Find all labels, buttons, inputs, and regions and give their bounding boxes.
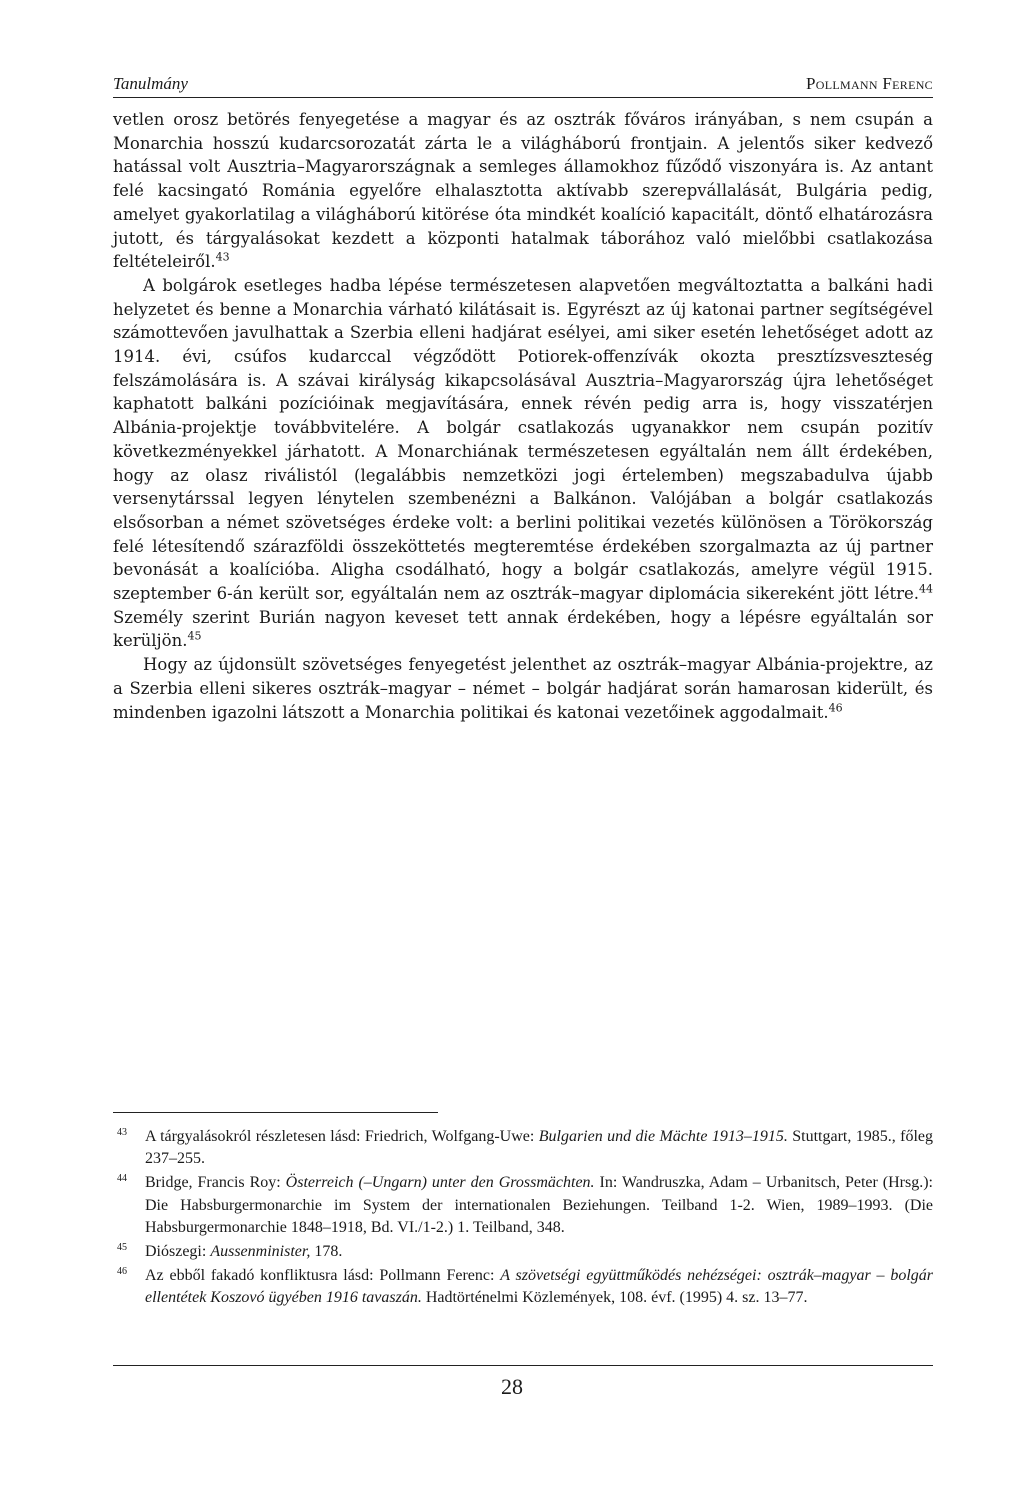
footnote-text — [145, 1265, 933, 1309]
footnote-title: Aussenminister, — [210, 1243, 311, 1261]
footnote-text — [145, 1172, 933, 1239]
body-text — [113, 108, 933, 724]
paragraph-2-text-a: A bolgárok esetleges hadba lépése természetesen alapvetően megváltoztatta a balkáni hadi helyzetet és benne a Monarchia várható kilátásait is. Egyrészt az új katonai partner segítségével számottevően javulhattak a Szerbia elleni hadjárat esélyei, ami siker esetén lehetőséget adott az 1914. évi, csúfos kudarccal végződött Potiorek-offenzívák okozta presztízsveszteség felszámolására is. A szávai királyság kikapcsolásával Ausztria–Magyarország újra lehetőséget kaphatott balkáni pozícióinak megjavítására, ennek révén pedig arra is, hogy visszatérjen Albánia-projektje továbbvitelére. A bolgár csatlakozás ugyanakkor nem csupán pozitív következményekkel járhatott. A Monarchiának természetesen egyáltalán nem állt érdekében, hogy az olasz riválistól (legalábbis nemzetközi jogi értelemben) megszabadulva újabb versenytárssal legyen lénytelen szembenézni a Balkánon. Valójában a bolgár csatlakozás elsősorban a német szövetséges érdeke volt: a berlini politikai vezetés különösen a Törökország felé létesítendő szárazföldi összeköttetés megteremtése érdekében szorgalmazta az új partner bevonását a koalícióba. Aligha csodálható, hogy a bolgár csatlakozás, amelyre végül 1915. szeptember 6-án került sor, egyáltalán nem az osztrák–magyar diplomácia sikereként jött létre. — [113, 275, 933, 604]
footnote-ref-43[interactable]: 43 — [215, 250, 230, 264]
footnotes — [113, 1126, 933, 1312]
footnote-text — [145, 1126, 933, 1170]
page-number: 28 — [501, 1374, 523, 1399]
footnote-text-pre: Bridge, Francis Roy: — [145, 1174, 286, 1192]
footnote-number: 45 — [117, 1242, 127, 1254]
footnote-45 — [113, 1241, 933, 1263]
footnote-ref-44[interactable]: 44 — [919, 582, 933, 596]
footnote-text-post: Hadtörténelmi Közlemények, 108. évf. (1995) 4. sz. 13–77. — [421, 1289, 808, 1307]
footnote-number: 44 — [117, 1173, 127, 1185]
footnote-title: A szövetségi együttműködés nehézségei: osztrák–magyar – bolgár ellentétek Koszovó ügyében 1916 tavaszán. — [145, 1267, 933, 1307]
paragraph-3-text: Hogy az újdonsült szövetséges fenyegetést jelenthet az osztrák–magyar Albánia-projektre, az a Szerbia elleni sikeres osztrák–magyar – német – bolgár hadjárat során hamarosan kiderült, és mindenben igazolni látszott a Monarchia politikai és katonai vezetőinek aggodalmait. — [113, 655, 933, 722]
paragraph-1-text: vetlen orosz betörés fenyegetése a magyar és az osztrák főváros irányában, s nem csupán a Monarchia hosszú kudarcsorozatát zárta le a világháború frontjain. A jelentős siker kedvező hatással volt Ausztria–Magyarországnak a semleges államokhoz fűződő viszonyára is. Az antant felé kacsingató Románia egyelőre elhalasztotta aktívabb szerepvállalását, Bulgária pedig, amelyet gyakorlatilag a világháború kitörése óta mindkét koalíció kapacitált, döntő elhatározásra jutott, és tárgyalásokat kezdett a központi hatalmak táborához való mielőbbi csatlakozása feltételeiről. — [113, 110, 933, 272]
running-header — [113, 72, 933, 98]
bottom-rule — [113, 1365, 933, 1366]
footnote-46 — [113, 1265, 933, 1309]
footnote-text-post: Stuttgart, 1985., főleg 237–255. — [145, 1128, 934, 1168]
header-section-title: Tanulmány — [113, 74, 188, 93]
footnote-number: 43 — [117, 1127, 127, 1138]
paragraph-3 — [113, 653, 933, 724]
footnote-ref-45[interactable]: 45 — [187, 629, 202, 643]
footnote-ref-46[interactable]: 46 — [828, 701, 843, 715]
footnote-43 — [113, 1126, 933, 1170]
footnote-text-pre: Az ebből fakadó konfliktusra lásd: Pollmann Ferenc: — [145, 1267, 501, 1285]
footnote-44 — [113, 1172, 933, 1239]
footnote-text — [145, 1241, 933, 1263]
footnote-text-pre: Diószegi: — [145, 1243, 211, 1261]
page — [113, 72, 933, 724]
paragraph-2 — [113, 274, 933, 653]
footnote-text-pre: A tárgyalásokról részletesen lásd: Friedrich, Wolfgang-Uwe: — [145, 1128, 539, 1145]
footnote-title: Österreich (–Ungarn) unter den Grossmächten. — [285, 1174, 595, 1192]
footnote-text-post: 178. — [310, 1243, 343, 1261]
paragraph-1 — [113, 108, 933, 274]
footnote-text-post: In: Wandruszka, Adam – Urbanitsch, Peter (Hrsg.): Die Habsburgermonarchie im System der internationalen Beziehungen. Teilband 1-2. Wien, 1989–1993. (Die Habsburgermonarchie 1848–1918, Bd. VI./1-2.) 1. Teilband, 348. — [145, 1174, 933, 1236]
footnote-separator — [113, 1112, 438, 1113]
footnote-number: 46 — [117, 1266, 127, 1278]
header-author: Pollmann Ferenc — [806, 74, 933, 93]
footnote-title: Bulgarien und die Mächte 1913–1915. — [538, 1128, 788, 1145]
paragraph-2-text-b: Személy szerint Burián nagyon keveset tett annak érdekében, hogy a lépésre egyáltalán sor kerüljön. — [113, 607, 933, 651]
